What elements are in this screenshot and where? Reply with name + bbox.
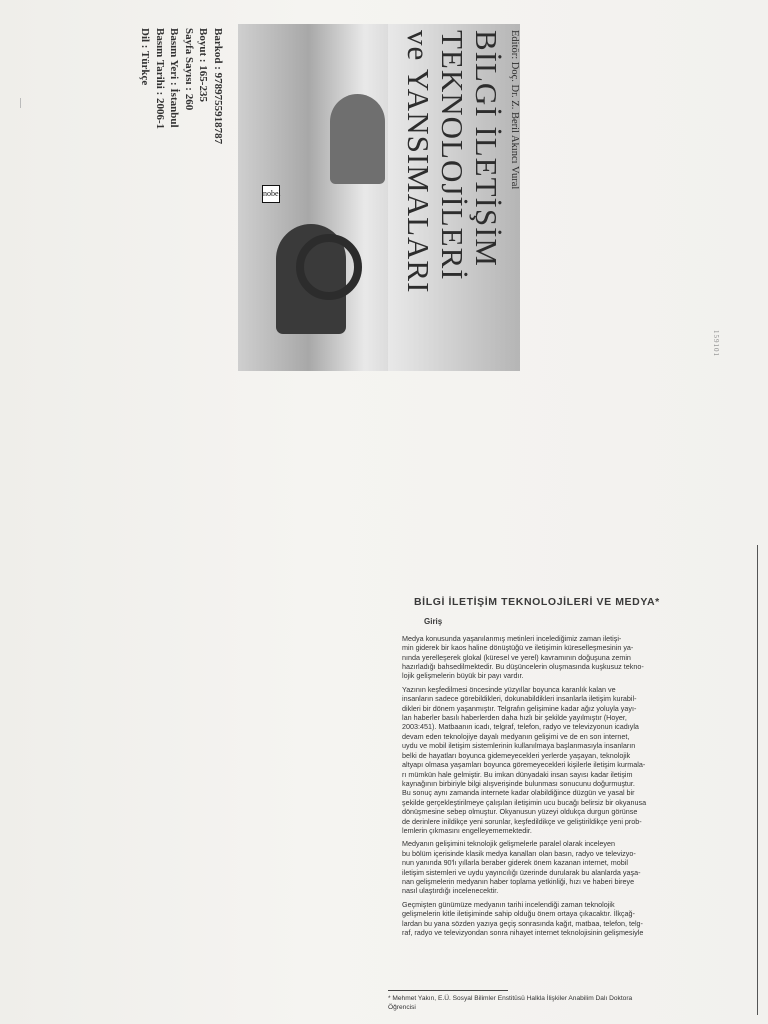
text-line: Medya konusunda yaşanılanmış metinleri incelediğimiz zaman iletişi- xyxy=(402,633,622,643)
publisher-logo: nobel xyxy=(262,185,280,203)
text-line: kaynağının birbiriyle bilgi alışverişinde bulunması sonucunu doğurmuştur. xyxy=(402,778,635,788)
library-stamp: 159101 xyxy=(712,330,720,357)
text-line: iletişim sistemleri ve uydu yayıncılığı üzerinde durularak bu alanlarda yaşa- xyxy=(402,867,641,877)
section-heading: Giriş xyxy=(424,617,443,627)
cover-ring-graphic xyxy=(296,234,362,300)
article-paragraph xyxy=(388,900,688,938)
article-page xyxy=(388,598,688,941)
text-line: hazırladığı bahsedilmektedir. Bu düşüncelerin oluşmasında kuşkusuz tekno- xyxy=(402,662,644,672)
article-title: BİLGİ İLETİŞİM TEKNOLOJİLERİ VE MEDYA* xyxy=(414,596,660,608)
article-paragraph xyxy=(388,634,688,681)
scan-mark xyxy=(20,98,21,108)
text-line: min giderek bir kaos haline dönüştüğü ve iletişimin küreselleşmesinin ya- xyxy=(402,643,634,653)
footnote-rule xyxy=(388,990,508,991)
text-line: nan gelişmelerin medyanın haber toplama yetkinliği, hızı ve haberi bireye xyxy=(402,876,635,886)
text-line: altyapı olmasa yaşamları boyunca göremeyecekleri kişilerle iletişim kurmala- xyxy=(402,760,646,770)
text-line: uydu ve mobil iletişim sistemlerinin kullanılmaya başlanmasıyla insanların xyxy=(402,741,636,751)
cover-title-line: ve YANSIMALARI xyxy=(401,30,436,294)
text-line: lardan bu yana sözden yazıya geçiş sonrasında kağıt, matbaa, telefon, telg- xyxy=(402,918,643,928)
page-edge xyxy=(757,545,758,1015)
language-text: Dil : Türkçe xyxy=(139,28,152,86)
barcode-text: Barkod : 9789755918787 xyxy=(212,28,224,145)
text-line: de derinlere inildikçe yeni sorunlar, keşfedildikçe ve geliştirildikçe yeni prob- xyxy=(402,816,642,826)
text-line: nun yanında 90'lı yıllarla beraber giderek önem kazanan internet, mobil xyxy=(402,858,628,868)
text-line: Geçmişten günümüze medyanın tarihi incelendiği zaman teknolojik xyxy=(402,899,615,909)
article-body xyxy=(388,634,688,938)
text-line: belki de hayatları boyunca gidemeyecekleri yerlerde yaşayan, teknolojik xyxy=(402,750,631,760)
text-line: insanların sadece görebildikleri, dokunabildikleri insanlarla iletişim kurabil- xyxy=(402,694,637,704)
footnote-text: * Mehmet Yakın, E.Ü. Sosyal Bilimler Enstitüsü Halkla İlişkiler Anabilim Dalı Doktora xyxy=(388,995,633,1002)
text-line: nında yerelleşerek glokal (küresel ve yerel) kavramının doğuşuna zemin xyxy=(402,652,631,662)
size-text: Boyut : 165-235 xyxy=(197,28,210,102)
place-text: Basım Yeri : İstanbul xyxy=(168,28,181,128)
article-paragraph xyxy=(388,839,688,895)
date-text: Basım Tarihi : 2006-1 xyxy=(154,28,166,130)
text-line: nasıl ulaştırdığı incelenecektir. xyxy=(402,886,499,896)
text-line: dikleri bir dönem yaşanmıştır. Telgrafın gelişimine kadar ağız yoluyla yayı- xyxy=(402,703,637,713)
text-line: Yazının keşfedilmesi öncesinde yüzyıllar boyunca karanlık kalan ve xyxy=(402,684,616,694)
text-line: devam eden teknolojiye dayalı medyanın gelişimi ve de en son internet, xyxy=(402,731,630,741)
text-line: 2003:451). Matbaanın icadı, telgraf, telefon, radyo ve televizyonun icadıyla xyxy=(402,722,639,732)
text-line: lojik gelişmelerin büyük bir payı vardır. xyxy=(402,671,524,681)
text-line: dönüşmesine sebep olmuştur. Okyanusun yüzeyi oldukça durgun görünse xyxy=(402,807,638,817)
cover-editor: Editör: Doç. Dr. Z. Beril Akıncı Vural xyxy=(509,30,520,190)
footnote-text: Öğrencisi xyxy=(388,1003,416,1011)
cover-figure xyxy=(330,94,385,184)
text-line: şekilde gerçekleştirilmeye çalışılan iletişimin ucu bucağı belirsiz bir okyanusa xyxy=(402,797,647,807)
article-paragraph xyxy=(388,685,688,836)
text-line: Bu sonuç aynı zamanda internete kadar olabildiğince düzgün ve yasal bir xyxy=(402,788,635,798)
pages-text: Sayfa Sayısı : 260 xyxy=(183,28,195,111)
cover-title-line: TEKNOLOJİLERİ xyxy=(435,30,470,281)
text-line: lemlerin çıkmasını engelleyememektedir. xyxy=(402,825,532,835)
text-line: rı mümkün hale gelmiştir. Bu imkan dünyadaki insan sayısı kadar iletişim xyxy=(402,769,633,779)
footnote xyxy=(388,990,688,1012)
text-line: raf, radyo ve televizyondan sonra nihayet internet teknolojisinin gelişmesiyle xyxy=(402,928,644,937)
cover-title-block xyxy=(401,30,768,294)
text-line: lan haberler basılı haberlerden daha hızlı bir şekilde yayılmıştır (Hoyer, xyxy=(402,713,627,723)
text-line: gelişmelerin kitle iletişiminde sahip olduğu önem ortaya çıkacaktır. İlkçağ- xyxy=(402,909,635,919)
text-line: Medyanın gelişimini teknolojik gelişmelerle paralel olarak inceleyen xyxy=(402,839,615,849)
text-line: bu bölüm içerisinde klasik medya kanalları olan basın, radyo ve televizyo- xyxy=(402,848,636,858)
cover-title-line: BİLGİ İLETİŞİM xyxy=(469,30,504,267)
